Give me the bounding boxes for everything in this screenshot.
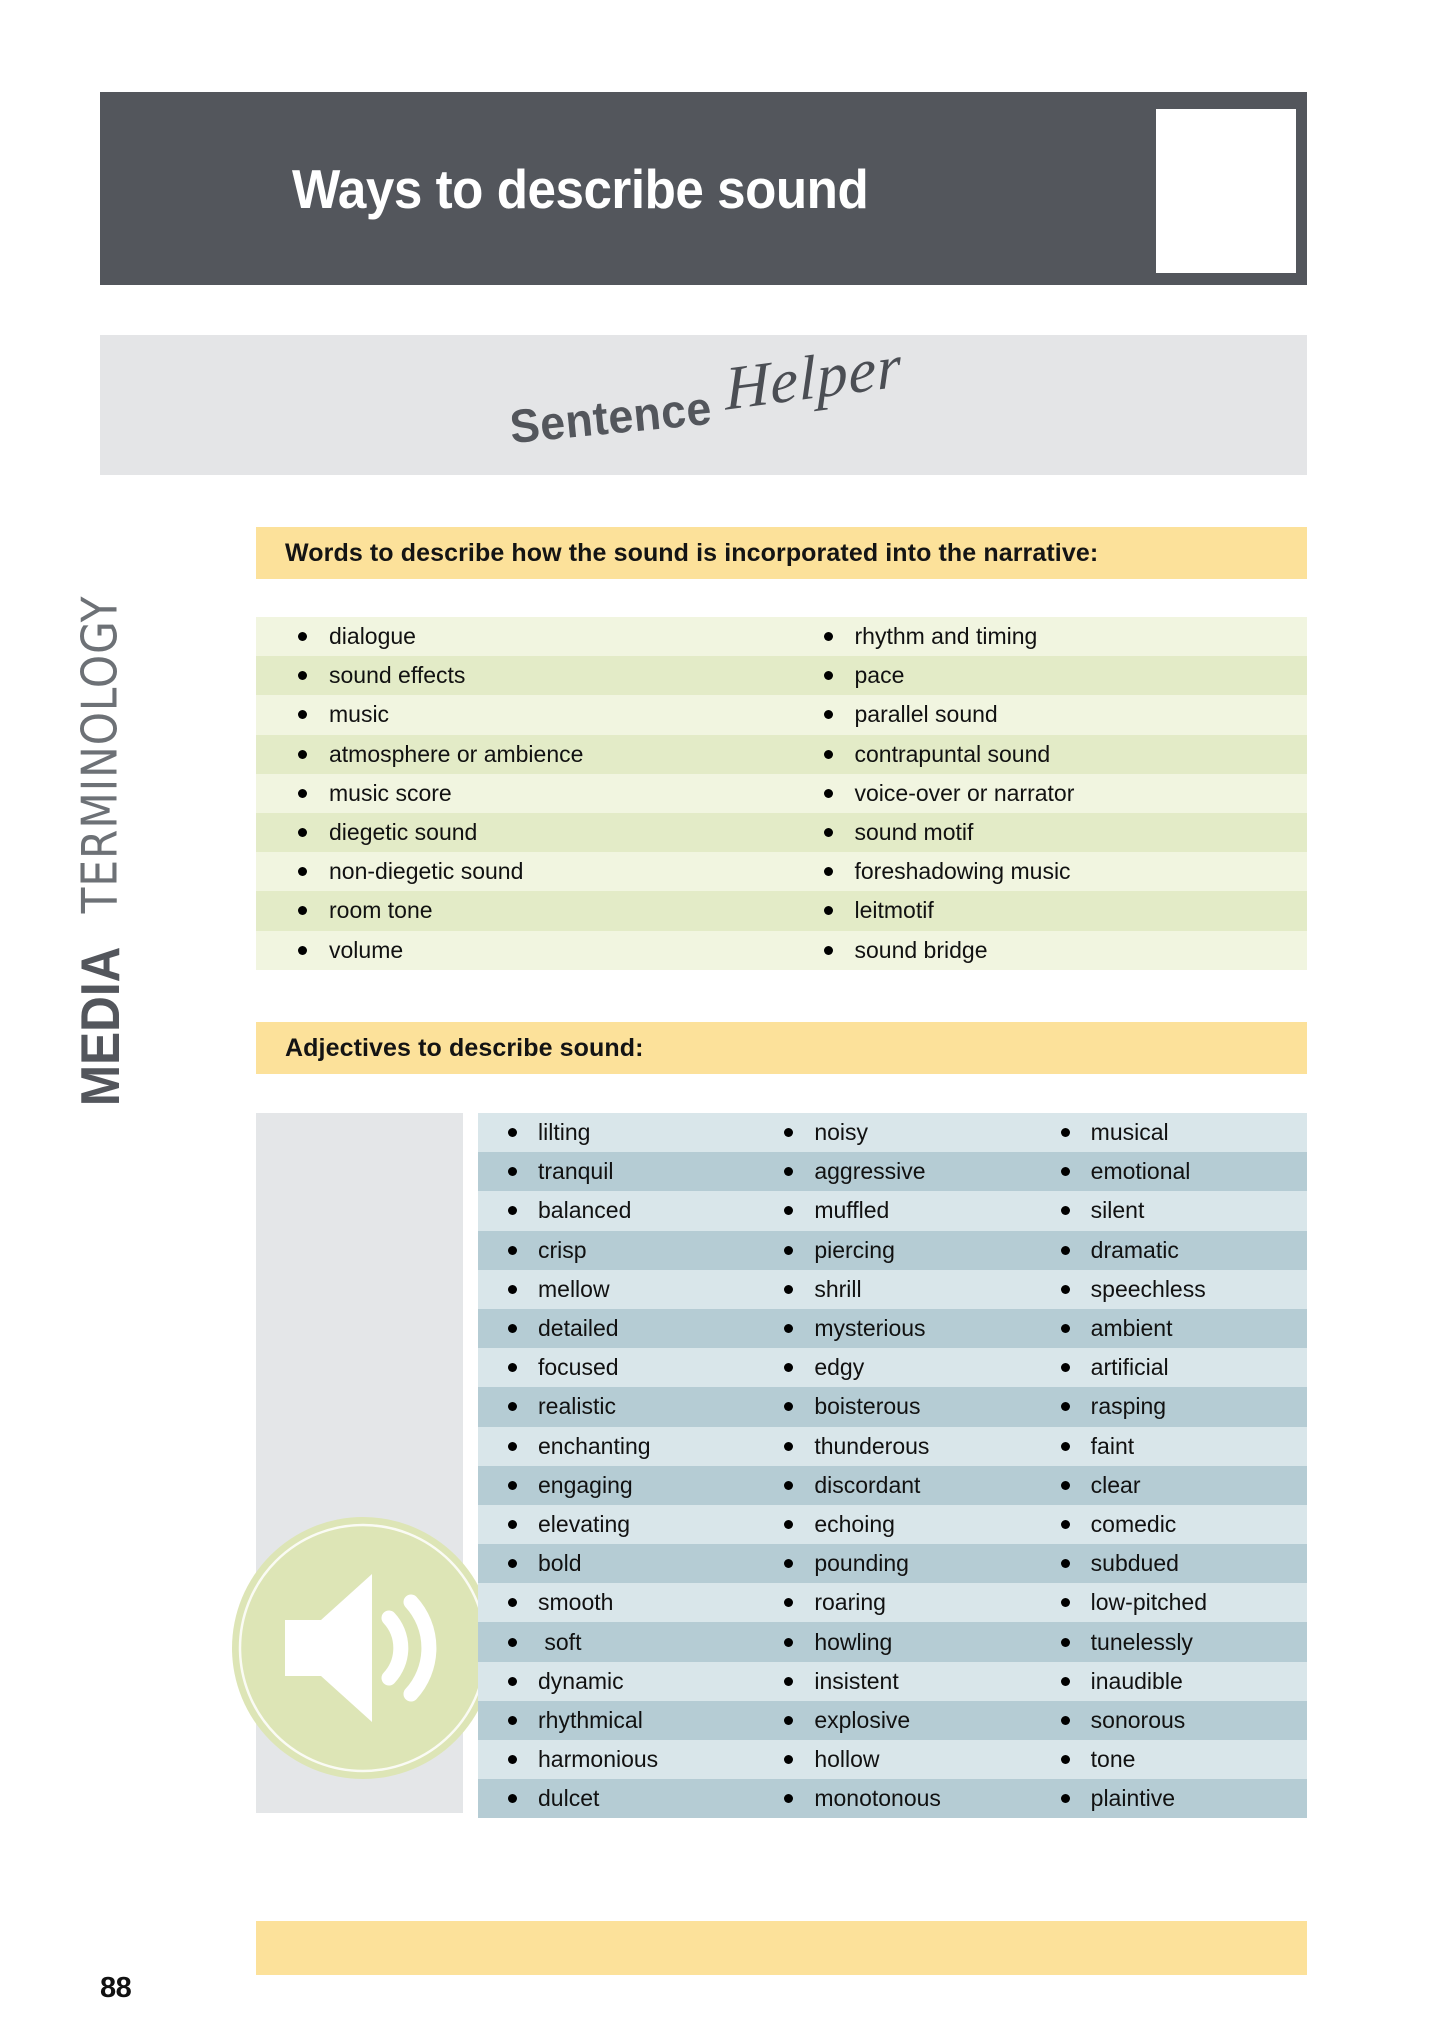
- sentence-helper-label: [500, 332, 906, 459]
- list-item: [1031, 1662, 1307, 1701]
- bullet-icon: [1061, 1442, 1070, 1451]
- list-item-label: diegetic sound: [329, 819, 478, 846]
- list-item: [754, 1466, 1030, 1505]
- bullet-icon: [508, 1128, 517, 1137]
- list-item-label: musical: [1090, 1119, 1169, 1146]
- speaker-volume-icon: [229, 1514, 497, 1782]
- bullet-icon: [298, 671, 307, 680]
- list-item-label: tranquil: [538, 1158, 614, 1185]
- list-item: [478, 1309, 754, 1348]
- list-item: [478, 1270, 754, 1309]
- bullet-icon: [784, 1363, 793, 1372]
- list-item-label: volume: [329, 936, 404, 963]
- bullet-icon: [784, 1324, 793, 1333]
- list-item: [478, 1622, 754, 1661]
- page-header-bar: [100, 92, 1307, 285]
- bullet-icon: [1061, 1246, 1070, 1255]
- list-item-label: aggressive: [814, 1158, 926, 1185]
- bullet-icon: [508, 1598, 517, 1607]
- list-item: [478, 1191, 754, 1230]
- list-item-label: low-pitched: [1090, 1589, 1207, 1616]
- list-item-label: realistic: [538, 1393, 616, 1420]
- bullet-icon: [298, 906, 307, 915]
- list-item: [782, 656, 1308, 695]
- list-item-label: sound bridge: [854, 936, 988, 963]
- list-item: [256, 617, 782, 656]
- list-item: [1031, 1231, 1307, 1270]
- list-item: [782, 931, 1308, 970]
- list-item-label: inaudible: [1090, 1667, 1183, 1694]
- list-item: [754, 1779, 1030, 1818]
- list-item: [1031, 1348, 1307, 1387]
- bullet-icon: [784, 1716, 793, 1725]
- bullet-icon: [784, 1481, 793, 1490]
- bullet-icon: [508, 1167, 517, 1176]
- list-item: [782, 735, 1308, 774]
- bullet-icon: [508, 1442, 517, 1451]
- bullet-icon: [508, 1246, 517, 1255]
- bullet-icon: [784, 1167, 793, 1176]
- bullet-icon: [824, 946, 833, 955]
- list-item-label: dynamic: [538, 1667, 624, 1694]
- list-item-label: discordant: [814, 1471, 921, 1498]
- adjectives-section-header: [256, 1022, 1307, 1074]
- bullet-icon: [784, 1128, 793, 1137]
- bullet-icon: [508, 1402, 517, 1411]
- list-item: [754, 1505, 1030, 1544]
- list-item-label: faint: [1090, 1432, 1135, 1459]
- bullet-icon: [784, 1402, 793, 1411]
- sentence-helper-script-word: Helper: [723, 332, 903, 424]
- list-item-label: echoing: [814, 1510, 895, 1537]
- bullet-icon: [298, 632, 307, 641]
- list-item: [754, 1544, 1030, 1583]
- list-item-label: lilting: [538, 1119, 591, 1146]
- bullet-icon: [784, 1559, 793, 1568]
- list-item-label: howling: [814, 1628, 893, 1655]
- bullet-icon: [784, 1794, 793, 1803]
- bullet-icon: [1061, 1363, 1070, 1372]
- bullet-icon: [508, 1206, 517, 1215]
- list-item: [754, 1622, 1030, 1661]
- list-item-label: emotional: [1090, 1158, 1191, 1185]
- list-item-label: balanced: [538, 1197, 632, 1224]
- list-item: [1031, 1622, 1307, 1661]
- list-item-label: artificial: [1090, 1354, 1169, 1381]
- list-item: [256, 695, 782, 734]
- list-item-label: plaintive: [1090, 1785, 1176, 1812]
- list-item: [478, 1740, 754, 1779]
- narrative-column-1: [256, 617, 782, 970]
- bullet-icon: [824, 710, 833, 719]
- list-item: [256, 852, 782, 891]
- list-item-label: atmosphere or ambience: [329, 740, 584, 767]
- list-item: [1031, 1583, 1307, 1622]
- bullet-icon: [298, 710, 307, 719]
- list-item-label: non-diegetic sound: [329, 858, 524, 885]
- bullet-icon: [1061, 1559, 1070, 1568]
- list-item: [754, 1231, 1030, 1270]
- bullet-icon: [1061, 1206, 1070, 1215]
- list-item-label: enchanting: [538, 1432, 651, 1459]
- bullet-icon: [1061, 1402, 1070, 1411]
- list-item: [754, 1270, 1030, 1309]
- list-item-label: hollow: [814, 1746, 880, 1773]
- list-item: [478, 1427, 754, 1466]
- list-item: [256, 931, 782, 970]
- list-item: [782, 813, 1308, 852]
- list-item: [478, 1387, 754, 1426]
- list-item-label: noisy: [814, 1119, 869, 1146]
- list-item-label: voice-over or narrator: [854, 779, 1075, 806]
- bullet-icon: [508, 1559, 517, 1568]
- list-item-label: focused: [538, 1354, 619, 1381]
- list-item-label: thunderous: [814, 1432, 930, 1459]
- bullet-icon: [1061, 1520, 1070, 1529]
- list-item: [256, 735, 782, 774]
- list-item-label: ambient: [1090, 1315, 1173, 1342]
- list-item-label: roaring: [814, 1589, 886, 1616]
- bullet-icon: [824, 789, 833, 798]
- bullet-icon: [784, 1206, 793, 1215]
- list-item: [1031, 1544, 1307, 1583]
- list-item: [256, 656, 782, 695]
- bullet-icon: [1061, 1794, 1070, 1803]
- list-item-label: boisterous: [814, 1393, 921, 1420]
- vertical-section-label: [55, 595, 145, 1115]
- sidebar-label-media: MEDIA: [69, 946, 131, 1107]
- list-item-label: crisp: [538, 1236, 587, 1263]
- list-item: [478, 1779, 754, 1818]
- list-item: [1031, 1152, 1307, 1191]
- list-item: [1031, 1309, 1307, 1348]
- bullet-icon: [784, 1677, 793, 1686]
- list-item-label: leitmotif: [854, 897, 934, 924]
- list-item-label: edgy: [814, 1354, 865, 1381]
- list-item: [754, 1152, 1030, 1191]
- list-item-label: clear: [1090, 1471, 1141, 1498]
- list-item-label: dramatic: [1090, 1236, 1179, 1263]
- bullet-icon: [784, 1598, 793, 1607]
- bullet-icon: [1061, 1755, 1070, 1764]
- list-item-label: detailed: [538, 1315, 619, 1342]
- list-item: [754, 1309, 1030, 1348]
- bullet-icon: [784, 1442, 793, 1451]
- bullet-icon: [1061, 1716, 1070, 1725]
- list-item-label: rhythm and timing: [854, 623, 1038, 650]
- list-item: [1031, 1113, 1307, 1152]
- bullet-icon: [508, 1638, 517, 1647]
- list-item: [754, 1387, 1030, 1426]
- list-item: [256, 774, 782, 813]
- list-item-label: parallel sound: [854, 701, 998, 728]
- bullet-icon: [1061, 1167, 1070, 1176]
- sidebar-label-terminology: TERMINOLOGY: [71, 595, 129, 914]
- list-item: [478, 1466, 754, 1505]
- list-item-label: pounding: [814, 1550, 909, 1577]
- list-item-label: room tone: [329, 897, 433, 924]
- bullet-icon: [508, 1794, 517, 1803]
- list-item: [478, 1662, 754, 1701]
- list-item: [1031, 1427, 1307, 1466]
- list-item: [754, 1113, 1030, 1152]
- bullet-icon: [508, 1324, 517, 1333]
- page-title: [292, 157, 912, 221]
- list-item: [782, 852, 1308, 891]
- list-item-label: dulcet: [538, 1785, 600, 1812]
- list-item-label: harmonious: [538, 1746, 659, 1773]
- bullet-icon: [298, 828, 307, 837]
- list-item: [1031, 1387, 1307, 1426]
- list-item: [782, 695, 1308, 734]
- list-item-label: explosive: [814, 1706, 911, 1733]
- page-number: 88: [100, 1972, 132, 2004]
- bullet-icon: [508, 1755, 517, 1764]
- list-item: [256, 891, 782, 930]
- bullet-icon: [1061, 1481, 1070, 1490]
- list-item-label: mellow: [538, 1275, 610, 1302]
- list-item-label: music score: [329, 779, 452, 806]
- list-item-label: tone: [1090, 1746, 1136, 1773]
- list-item-label: tunelessly: [1090, 1628, 1193, 1655]
- list-item: [478, 1583, 754, 1622]
- adjectives-column-1: [478, 1113, 754, 1818]
- list-item: [478, 1505, 754, 1544]
- bullet-icon: [824, 828, 833, 837]
- bullet-icon: [1061, 1638, 1070, 1647]
- list-item: [754, 1583, 1030, 1622]
- list-item-label: music: [329, 701, 390, 728]
- list-item: [1031, 1191, 1307, 1230]
- bullet-icon: [298, 946, 307, 955]
- list-item-label: comedic: [1090, 1510, 1177, 1537]
- list-item: [478, 1348, 754, 1387]
- list-item-label: sound effects: [329, 662, 466, 689]
- bullet-icon: [1061, 1598, 1070, 1607]
- bullet-icon: [298, 867, 307, 876]
- list-item-label: subdued: [1090, 1550, 1179, 1577]
- list-item-label: bold: [538, 1550, 582, 1577]
- list-item: [1031, 1466, 1307, 1505]
- bullet-icon: [508, 1285, 517, 1294]
- adjectives-column-2: [754, 1113, 1030, 1818]
- list-item: [1031, 1701, 1307, 1740]
- adjectives-column-3: [1031, 1113, 1307, 1818]
- list-item: [1031, 1779, 1307, 1818]
- list-item-label: dialogue: [329, 623, 416, 650]
- list-item: [754, 1701, 1030, 1740]
- list-item: [478, 1231, 754, 1270]
- list-item: [782, 774, 1308, 813]
- bullet-icon: [824, 671, 833, 680]
- bullet-icon: [784, 1246, 793, 1255]
- bullet-icon: [298, 789, 307, 798]
- list-item: [782, 617, 1308, 656]
- bullet-icon: [1061, 1128, 1070, 1137]
- list-item-label: mysterious: [814, 1315, 926, 1342]
- list-item-label: muffled: [814, 1197, 890, 1224]
- bullet-icon: [508, 1481, 517, 1490]
- footer-accent-bar: [256, 1921, 1307, 1975]
- bullet-icon: [508, 1716, 517, 1725]
- list-item-label: shrill: [814, 1275, 862, 1302]
- list-item-label: foreshadowing music: [854, 858, 1071, 885]
- bullet-icon: [508, 1363, 517, 1372]
- list-item: [754, 1662, 1030, 1701]
- list-item: [478, 1113, 754, 1152]
- list-item-label: sonorous: [1090, 1706, 1186, 1733]
- list-item-label: piercing: [814, 1236, 895, 1263]
- bullet-icon: [508, 1520, 517, 1529]
- list-item-label: elevating: [538, 1510, 631, 1537]
- list-item-label: rasping: [1090, 1393, 1167, 1420]
- list-item-label: contrapuntal sound: [854, 740, 1051, 767]
- narrative-section-header: [256, 527, 1307, 579]
- narrative-column-2: [782, 617, 1308, 970]
- bullet-icon: [824, 750, 833, 759]
- narrative-section-heading-text: Words to describe how the sound is incorporated into the narrative:: [285, 538, 1099, 567]
- list-item-label: silent: [1090, 1197, 1145, 1224]
- bullet-icon: [1061, 1677, 1070, 1686]
- list-item-label: insistent: [814, 1667, 899, 1694]
- list-item: [1031, 1505, 1307, 1544]
- bullet-icon: [784, 1520, 793, 1529]
- list-item: [782, 891, 1308, 930]
- bullet-icon: [784, 1285, 793, 1294]
- header-blank-box: [1152, 105, 1300, 277]
- list-item: [754, 1427, 1030, 1466]
- list-item-label: sound motif: [854, 819, 974, 846]
- adjectives-word-table: [478, 1113, 1307, 1818]
- list-item-label: monotonous: [814, 1785, 941, 1812]
- bullet-icon: [508, 1677, 517, 1686]
- list-item-label: smooth: [538, 1589, 614, 1616]
- list-item: [754, 1348, 1030, 1387]
- list-item-label: pace: [854, 662, 905, 689]
- bullet-icon: [824, 632, 833, 641]
- page-title-text: Ways to describe sound: [292, 157, 869, 220]
- list-item-label: speechless: [1090, 1275, 1206, 1302]
- adjectives-section-heading-text: Adjectives to describe sound:: [285, 1033, 644, 1062]
- bullet-icon: [784, 1638, 793, 1647]
- list-item: [478, 1152, 754, 1191]
- bullet-icon: [1061, 1324, 1070, 1333]
- list-item: [754, 1740, 1030, 1779]
- list-item: [478, 1544, 754, 1583]
- sentence-helper-banner: [100, 332, 1307, 475]
- bullet-icon: [784, 1755, 793, 1764]
- list-item-label: soft: [538, 1628, 582, 1655]
- bullet-icon: [824, 906, 833, 915]
- list-item: [1031, 1740, 1307, 1779]
- list-item-label: engaging: [538, 1471, 633, 1498]
- bullet-icon: [1061, 1285, 1070, 1294]
- sentence-helper-bold-word: Sentence: [506, 380, 714, 454]
- list-item: [754, 1191, 1030, 1230]
- list-item: [1031, 1270, 1307, 1309]
- bullet-icon: [298, 750, 307, 759]
- list-item: [478, 1701, 754, 1740]
- narrative-word-list: [256, 617, 1307, 970]
- list-item-label: rhythmical: [538, 1706, 643, 1733]
- bullet-icon: [824, 867, 833, 876]
- list-item: [256, 813, 782, 852]
